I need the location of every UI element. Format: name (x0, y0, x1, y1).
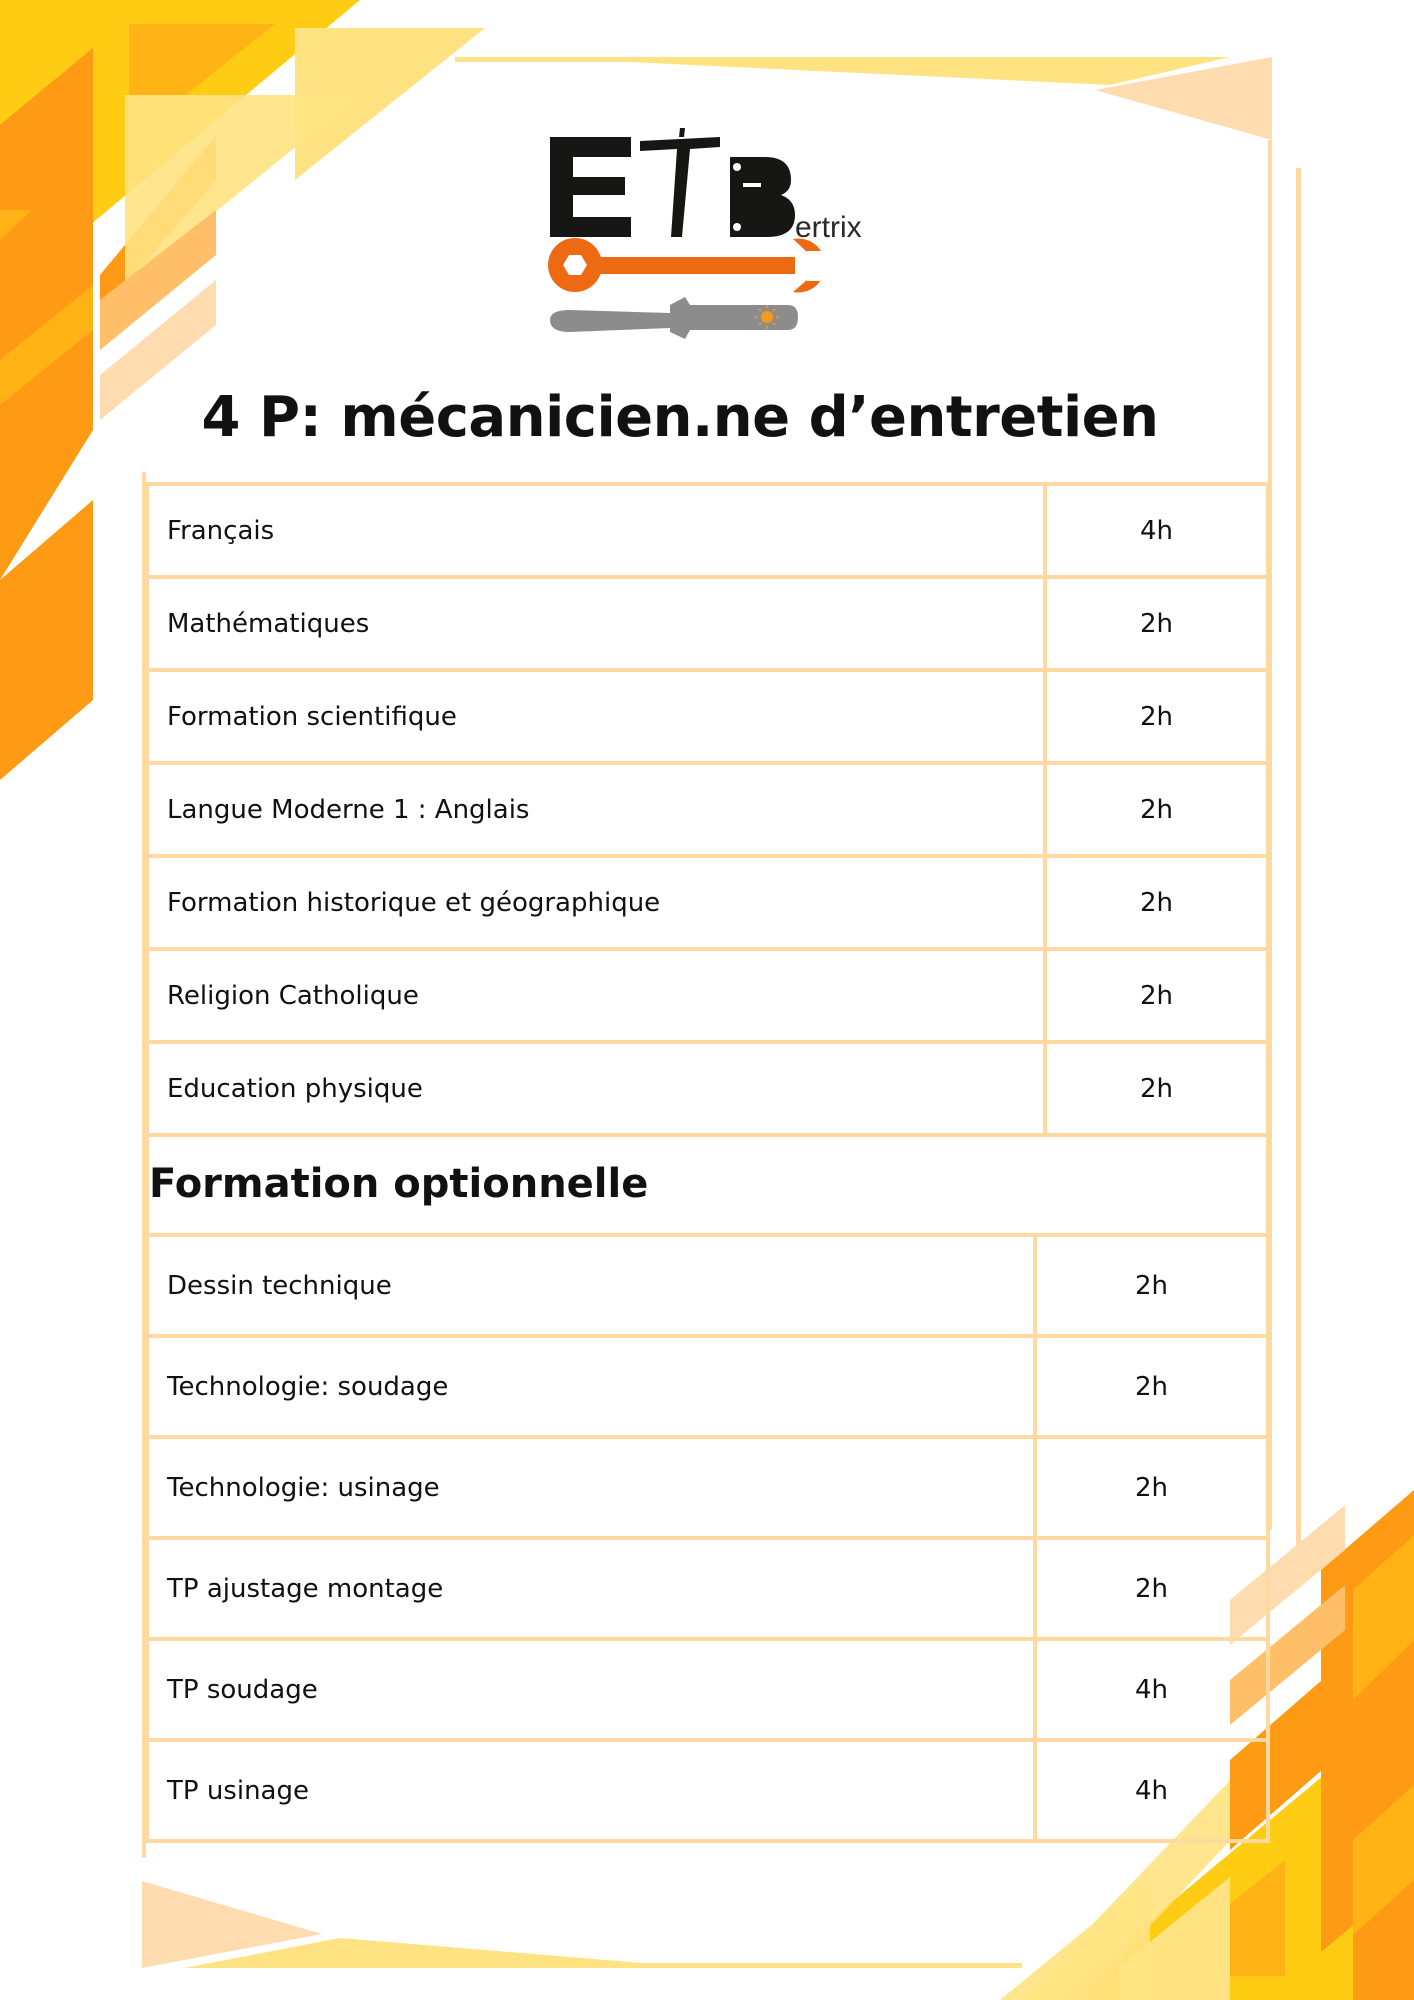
hours-cell: 2h (1045, 1042, 1268, 1135)
table-row (147, 670, 1268, 763)
school-logo (545, 125, 875, 360)
screwdriver-icon (550, 297, 798, 339)
bottom-border-decoration (142, 1881, 1022, 1968)
subject-cell: Mathématiques (147, 577, 1045, 670)
subject-cell: TP usinage (147, 1740, 1035, 1841)
subject-cell: TP ajustage montage (147, 1538, 1035, 1639)
hours-cell: 2h (1035, 1235, 1268, 1336)
subject-cell: TP soudage (147, 1639, 1035, 1740)
subject-cell: Langue Moderne 1 : Anglais (147, 763, 1045, 856)
subject-cell: Formation scientifique (147, 670, 1045, 763)
table-row (147, 1042, 1268, 1135)
wrench-icon (548, 238, 827, 293)
hours-cell: 2h (1045, 670, 1268, 763)
hours-cell: 4h (1035, 1740, 1268, 1841)
hours-cell: 2h (1045, 763, 1268, 856)
frame-line-right-outer (1296, 168, 1301, 1555)
core-courses-table (145, 482, 1270, 1137)
hours-cell: 2h (1035, 1538, 1268, 1639)
hours-cell: 4h (1045, 484, 1268, 577)
logo-text-suffix: ertrix (795, 211, 862, 244)
table-row (147, 1740, 1268, 1841)
hours-cell: 2h (1045, 949, 1268, 1042)
table-row (147, 484, 1268, 577)
optional-section-header (145, 1133, 1270, 1235)
table-row (147, 763, 1268, 856)
optional-section-heading: Formation optionnelle (149, 1161, 649, 1207)
subject-cell: Dessin technique (147, 1235, 1035, 1336)
subject-cell: Technologie: usinage (147, 1437, 1035, 1538)
logo-etb-letters (550, 128, 795, 237)
subject-cell: Français (147, 484, 1045, 577)
table-row (147, 856, 1268, 949)
optional-courses-table (145, 1233, 1270, 1843)
subject-cell: Formation historique et géographique (147, 856, 1045, 949)
hours-cell: 2h (1035, 1437, 1268, 1538)
table-row (147, 1336, 1268, 1437)
subject-cell: Religion Catholique (147, 949, 1045, 1042)
page-title: 4 P: mécanicien.ne d’entretien (201, 385, 1159, 450)
hours-cell: 2h (1035, 1336, 1268, 1437)
table-row (147, 1639, 1268, 1740)
table-row (147, 1538, 1268, 1639)
hours-cell: 2h (1045, 577, 1268, 670)
hours-cell: 4h (1035, 1639, 1268, 1740)
table-row (147, 1235, 1268, 1336)
subject-cell: Education physique (147, 1042, 1045, 1135)
table-row (147, 1437, 1268, 1538)
subject-cell: Technologie: soudage (147, 1336, 1035, 1437)
hours-cell: 2h (1045, 856, 1268, 949)
table-row (147, 577, 1268, 670)
table-row (147, 949, 1268, 1042)
